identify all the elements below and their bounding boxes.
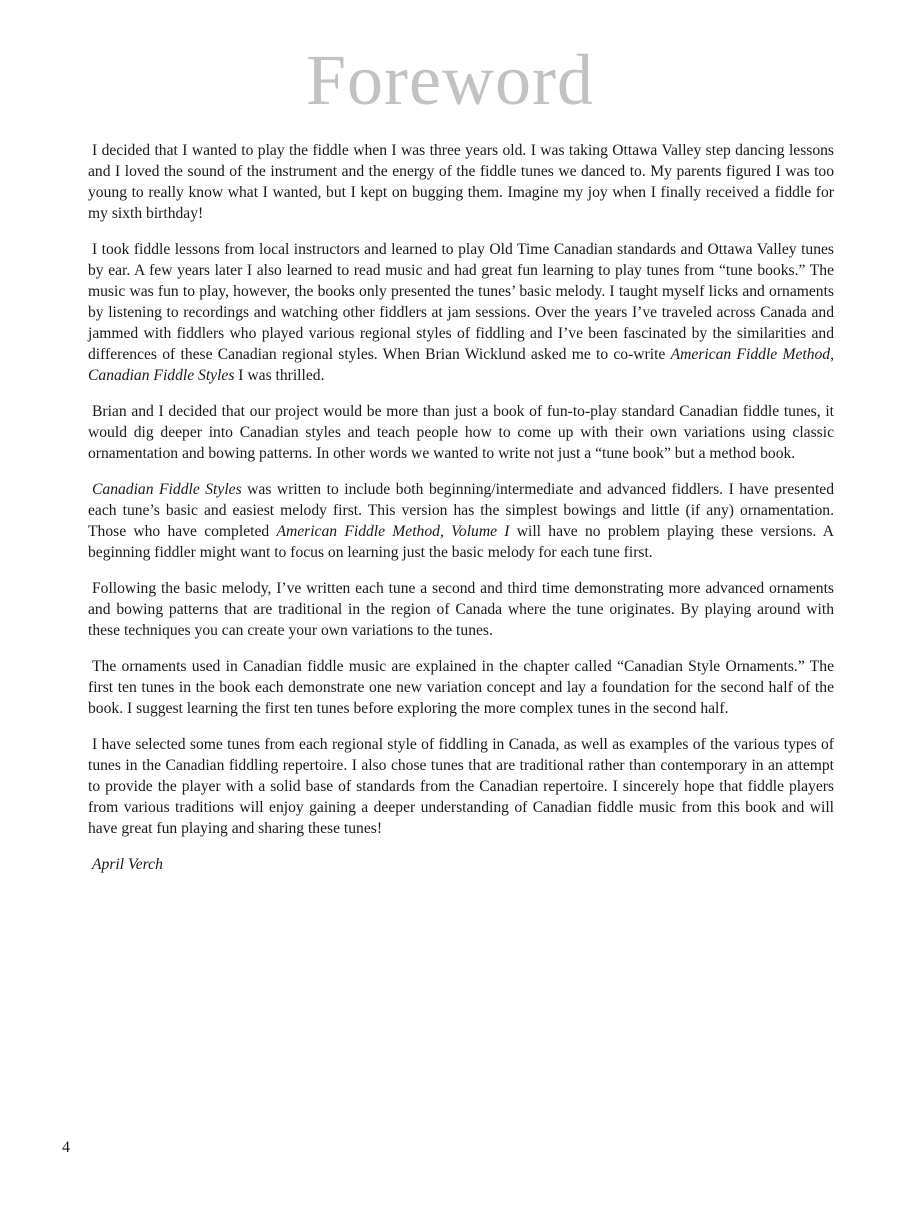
- paragraph-text: I took fiddle lessons from local instructors and learned to play Old Time Canadian standards and Ottawa Valley tunes by ear. A few years later I also learned to read music and had great fun learning to play tunes from “tune books.” The music was fun to play, however, the books only presented the tunes’ basic melody. I taught myself licks and ornaments by listening to recordings and watching other fiddlers at jam sessions. Over the years I’ve traveled across Canada and jammed with fiddlers who played various regional styles of fiddling and I’ve been fascinated by the similarities and differences of these Canadian regional styles. When Brian Wicklund asked me to co-write: [88, 241, 834, 363]
- paragraph: [88, 239, 834, 386]
- paragraph-text: I was thrilled.: [234, 367, 325, 384]
- paragraph-text: Brian and I decided that our project would be more than just a book of fun-to-play standard Canadian fiddle tunes, it would dig deeper into Canadian styles and teach people how to come up with their own variations using classic ornamentation and bowing patterns. In other words we wanted to write not just a “tune book” but a method book.: [88, 403, 834, 462]
- page-title: Foreword: [306, 40, 594, 120]
- paragraph-text: will have no problem playing these versions. A beginning fiddler might want to focus on learning just the basic melody for each tune first.: [88, 523, 834, 561]
- paragraph: [88, 140, 834, 224]
- paragraph-text: was written to include both beginning/intermediate and advanced fiddlers. I have presented each tune’s basic and easiest melody first. This version has the simplest bowings and little (if any) ornamentation. Those who have completed: [88, 481, 834, 540]
- paragraph-text: I decided that I wanted to play the fiddle when I was three years old. I was taking Ottawa Valley step dancing lessons and I loved the sound of the instrument and the energy of the fiddle tunes we danced to. My parents figured I was too young to really know what I wanted, but I kept on bugging them. Imagine my joy when I finally received a fiddle for my sixth birthday!: [88, 142, 834, 222]
- paragraph: [88, 734, 834, 839]
- paragraph: [88, 401, 834, 464]
- paragraph-text: I have selected some tunes from each regional style of fiddling in Canada, as well as examples of the various types of tunes in the Canadian fiddling repertoire. I also chose tunes that are traditional rather than contemporary in an attempt to provide the player with a solid base of standards from the Canadian repertoire. I sincerely hope that fiddle players from various traditions will enjoy gaining a deeper understanding of Canadian fiddle music from this book and will have great fun playing and sharing these tunes!: [88, 736, 834, 837]
- paragraph-text: The ornaments used in Canadian fiddle music are explained in the chapter called “Canadian Style Ornaments.” The first ten tunes in the book each demonstrate one new variation concept and lay a foundation for the second half of the book. I suggest learning the first ten tunes before exploring the more complex tunes in the second half.: [88, 658, 834, 717]
- book-title-text: American Fiddle Method, Canadian Fiddle Styles: [88, 346, 834, 384]
- paragraph: [88, 479, 834, 563]
- book-title-text: American Fiddle Method, Volume I: [276, 523, 510, 540]
- signature: April Verch: [92, 856, 163, 873]
- paragraph: [88, 578, 834, 641]
- book-title-text: Canadian Fiddle Styles: [92, 481, 242, 498]
- foreword-body: [88, 140, 834, 890]
- page-number: 4: [62, 1139, 70, 1156]
- paragraph: [88, 656, 834, 719]
- paragraph-text: Following the basic melody, I’ve written each tune a second and third time demonstrating more advanced ornaments and bowing patterns that are traditional in the region of Canada where the tune originates. By playing around with these techniques you can create your own variations to the tunes.: [88, 580, 834, 639]
